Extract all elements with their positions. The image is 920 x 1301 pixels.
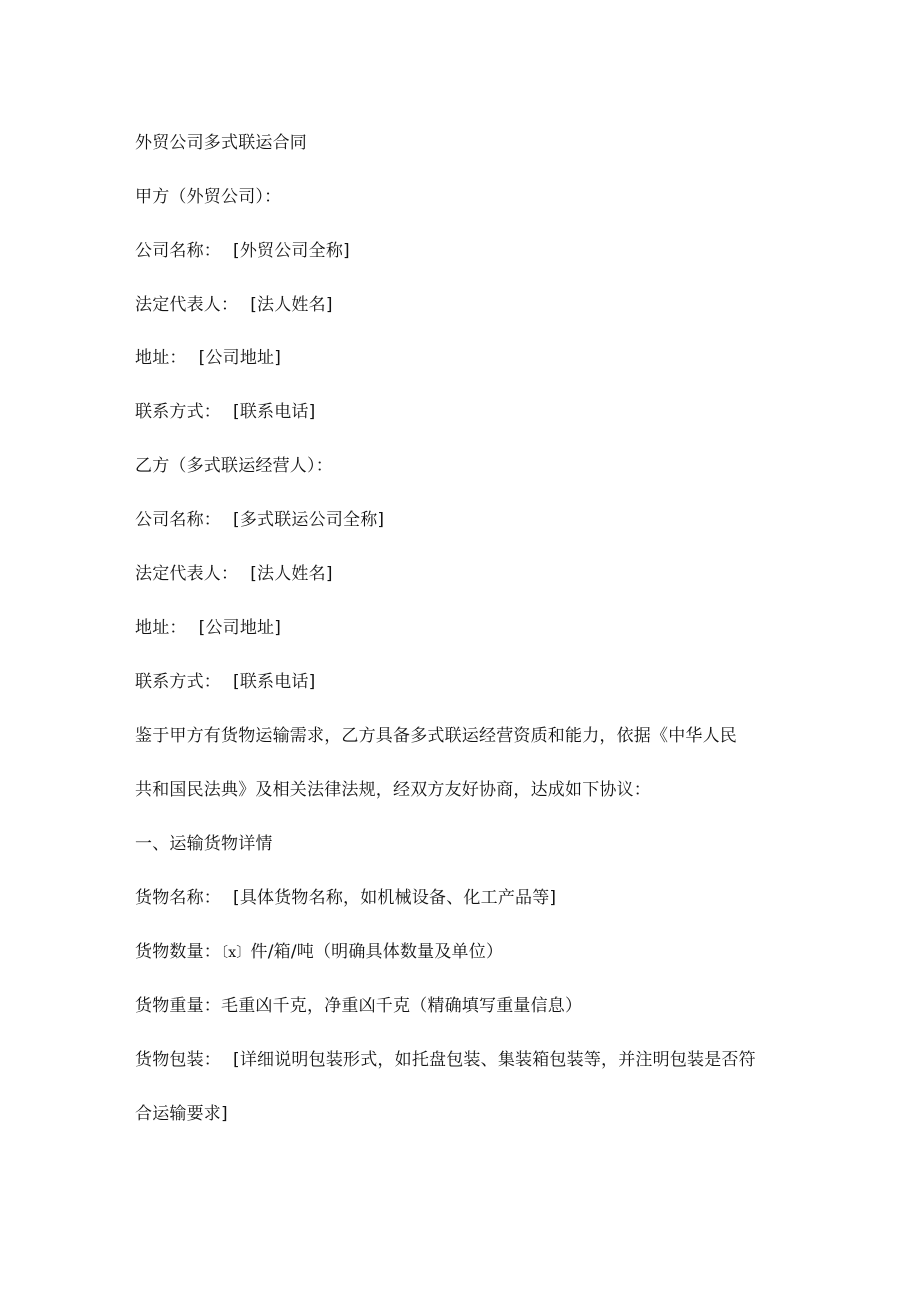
goods-packing-label: 货物包装： <box>135 1050 221 1070</box>
goods-weight <box>135 995 582 1017</box>
goods-packing <box>135 1049 756 1071</box>
party-b-legal-rep-value: [法人姓名] <box>250 564 333 584</box>
goods-weight-value: 毛重凶千克，净重凶千克（精确填写重量信息） <box>221 996 583 1016</box>
party-a-address <box>135 347 281 369</box>
party-a-contact <box>135 401 315 423</box>
party-b-company-name-label: 公司名称： <box>135 510 221 530</box>
party-a-heading: 甲方（外贸公司）： <box>135 187 282 207</box>
party-a-company-name-label: 公司名称： <box>135 241 221 261</box>
party-b-address-label: 地址： <box>135 618 187 638</box>
party-b-legal-rep-label: 法定代表人： <box>135 564 239 584</box>
document-title: 外贸公司多式联运合同 <box>135 133 307 153</box>
party-b-heading: 乙方（多式联运经营人）： <box>135 456 333 476</box>
preamble-line-2: 共和国民法典》及相关法律法规，经双方友好协商，达成如下协议： <box>135 780 651 800</box>
party-b-contact-label: 联系方式： <box>135 672 221 692</box>
goods-quantity-value: 件/箱/吨（明确具体数量及单位） <box>250 942 504 962</box>
party-b-contact <box>135 671 315 693</box>
goods-name-value: [具体货物名称，如机械设备、化工产品等] <box>233 888 557 908</box>
party-b-address <box>135 617 281 639</box>
party-b-legal-rep <box>135 563 333 585</box>
party-b-company-name-value: [多式联运公司全称] <box>233 510 385 530</box>
party-a-company-name <box>135 240 350 262</box>
party-a-company-name-value: [外贸公司全称] <box>233 241 350 261</box>
goods-quantity <box>135 941 503 964</box>
party-b-company-name <box>135 509 384 531</box>
goods-packing-value-line-1: [详细说明包装形式，如托盘包装、集装箱包装等，并注明包装是否符 <box>233 1050 756 1070</box>
goods-name <box>135 887 556 909</box>
party-b-contact-value: [联系电话] <box>233 672 316 692</box>
party-a-address-value: [公司地址] <box>198 348 282 368</box>
party-a-legal-rep-label: 法定代表人： <box>135 295 239 315</box>
goods-quantity-label: 货物数量： <box>135 942 221 962</box>
party-a-address-label: 地址： <box>135 348 187 368</box>
party-a-contact-value: [联系电话] <box>233 402 316 422</box>
preamble-line-1: 鉴于甲方有货物运输需求，乙方具备多式联运经营资质和能力，依据《中华人民 <box>135 726 737 746</box>
party-a-contact-label: 联系方式： <box>135 402 221 422</box>
goods-name-label: 货物名称： <box>135 888 221 908</box>
goods-packing-value-line-2: 合运输要求] <box>135 1104 228 1124</box>
party-b-address-value: [公司地址] <box>198 618 282 638</box>
party-a-legal-rep <box>135 294 333 316</box>
section-1-heading: 一、运输货物详情 <box>135 834 273 854</box>
goods-quantity-placeholder: 〔x〕 <box>221 945 251 961</box>
goods-weight-label: 货物重量： <box>135 996 221 1016</box>
party-a-legal-rep-value: [法人姓名] <box>250 295 333 315</box>
